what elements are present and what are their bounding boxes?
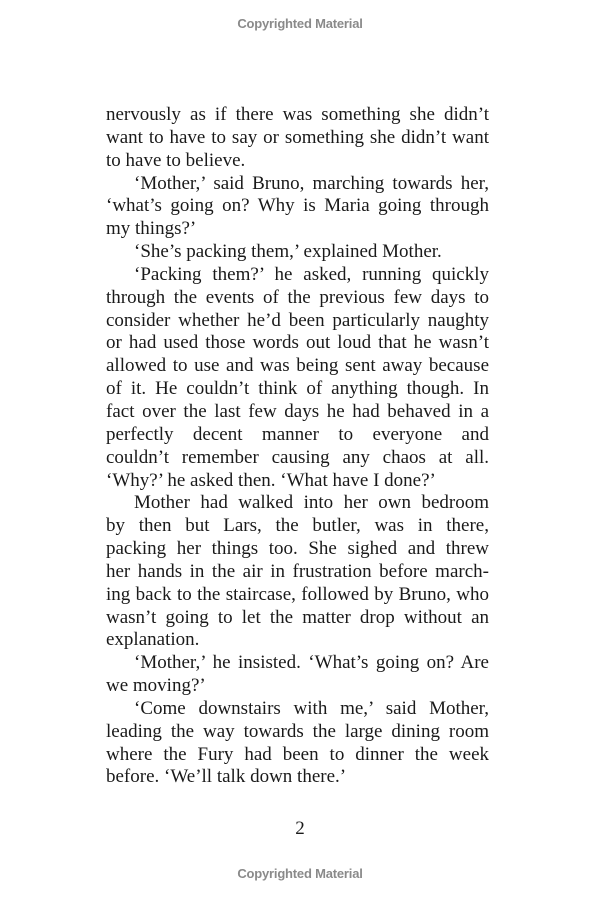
page-body-text [106, 104, 489, 789]
text-line: we moving?’ [106, 675, 206, 697]
text-line: ‘what’s going on? Why is Maria going through [106, 195, 489, 217]
text-line: to have to believe. [106, 149, 246, 171]
text-line: fact over the last few days he had behaved in a [106, 400, 489, 422]
text-line: ‘She’s packing them,’ explained Mother. [134, 241, 442, 263]
text-line: ‘Mother,’ said Bruno, marching towards her, [134, 172, 489, 194]
text-line: consider whether he’d been particularly naughty [106, 309, 489, 331]
text-line: before. ‘We’ll talk down there.’ [106, 766, 347, 788]
text-line: of it. He couldn’t think of anything though. In [106, 378, 489, 400]
text-line: her hands in the air in frustration before march- [106, 560, 489, 582]
page-number: 2 [295, 818, 305, 839]
text-line: nervously as if there was something she didn’t [106, 104, 489, 125]
text-line: Mother had walked into her own bedroom [134, 492, 489, 514]
text-line: my things?’ [106, 218, 197, 240]
text-line: want to have to say or something she didn’t want [106, 126, 489, 148]
text-line: ‘Packing them?’ he asked, running quickly [134, 263, 489, 285]
text-line: allowed to use and was being sent away because [106, 355, 489, 377]
text-line: where the Fury had been to dinner the week [106, 743, 489, 765]
text-line: leading the way towards the large dining room [106, 720, 489, 742]
text-line: packing her things too. She sighed and threw [106, 538, 489, 560]
text-line: or had used those words out loud that he wasn’t [106, 332, 489, 354]
text-line: ‘Why?’ he asked then. ‘What have I done?’ [106, 469, 436, 491]
text-line: through the events of the previous few days to [106, 286, 489, 308]
text-line: explanation. [106, 629, 200, 651]
text-line: wasn’t going to let the matter drop without an [106, 606, 489, 628]
text-line: ‘Mother,’ he insisted. ‘What’s going on? Are [134, 652, 489, 674]
text-line: by then but Lars, the butler, was in there, [106, 515, 489, 537]
copyright-watermark-bottom: Copyrighted Material [237, 866, 363, 881]
text-line: ing back to the staircase, followed by Bruno, who [106, 583, 489, 605]
text-line: ‘Come downstairs with me,’ said Mother, [134, 697, 489, 719]
text-line: perfectly decent manner to everyone and [106, 423, 489, 445]
copyright-watermark-top: Copyrighted Material [237, 16, 363, 31]
text-line: couldn’t remember causing any chaos at all. [106, 446, 489, 468]
